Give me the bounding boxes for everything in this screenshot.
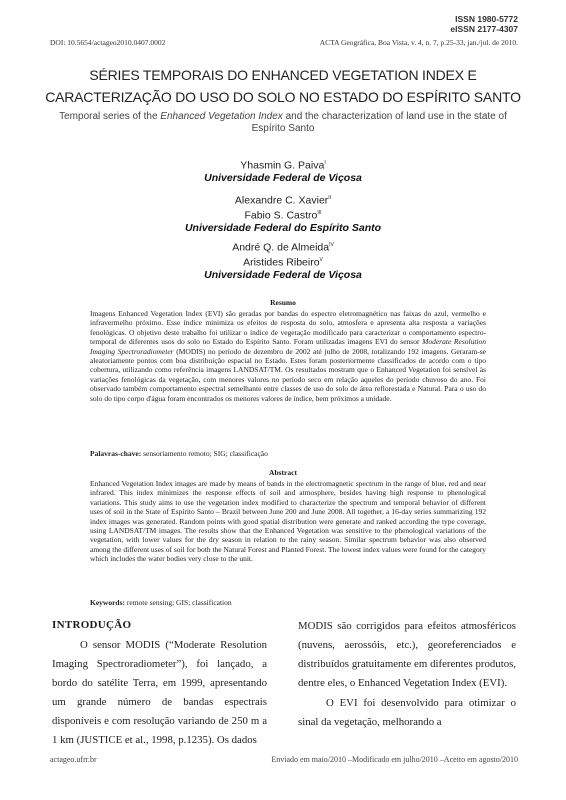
abstract-heading: Abstract: [269, 468, 297, 477]
issn-block: [450, 14, 518, 34]
author-group-2: [100, 192, 466, 235]
author-name: André Q. de Almeida$^{IV}$: [232, 241, 334, 254]
author-affiliation: Universidade Federal de Viçosa: [204, 172, 362, 184]
author-affiliation: Universidade Federal do Espírito Santo: [184, 222, 382, 234]
author-name: Fabio S. Castro$^{III}$: [244, 209, 322, 222]
intro-heading: INTRODUÇÃO: [52, 619, 132, 631]
intro-paragraph: O sensor MODIS (“Moderate Resolution Imaging Spectroradiometer”), foi lançado, a bordo do satélite Terra, em 1999, apresentando um grande número de bandas espectrais disponíveis e com resolução variando de 250 m a 1 km (JUSTICE et al., 1998, p.1235). Os dados: [52, 639, 267, 746]
intro-paragraph: O EVI foi desenvolvido para otimizar o sinal da vegetação, melhorando a: [298, 697, 516, 728]
intro-column-1: [52, 636, 267, 750]
footer-site[interactable]: actageo.ufrr.br: [50, 755, 97, 764]
footer-dates: Enviado em maio/2010 –Modificado em julho/2010 –Aceito em agosto/2010: [271, 755, 518, 764]
journal-citation: ACTA Geográfica, Boa Vista, v. 4, n. 7, p.25-33, jan./jul. de 2010.: [319, 38, 518, 47]
intro-column-2: [298, 617, 516, 732]
paper-title: [40, 64, 526, 108]
author-name: Yhasmin G. Paiva$^I$: [240, 159, 326, 172]
doi[interactable]: DOI: 10.5654/actageo2010.0407.0002: [50, 38, 166, 47]
palavras-chave: Palavras-chave: sensoriamento remoto; SIG; classificação: [90, 449, 268, 458]
paper-subtitle: [55, 111, 511, 135]
subtitle-part-1: Temporal series of the: [59, 111, 161, 122]
subtitle-part-2: and the characterization of land use in the state of Espírito Santo: [251, 111, 507, 134]
resumo-heading: Resumo: [270, 298, 296, 307]
resumo-text: Imagens Enhanced Vegetation Index (EVI) são geradas por bandas do espectro eletromagnético nas faixas do azul, vermelho e infravermelho próximo. Esse índice minimiza os efeitos de resposta do solo, atmosfera e apresenta alta resposta a variações fenológicas. O objetivo deste trabalho foi utilizar o índice de vegetação modificado para caracterizar o comportamento espectro-temporal de diferentes usos do solo no Estado do Espírito Santo. Foram utilizadas imagens EVI do sensor Moderate Resolution Imaging Spectroradiometer (MODIS) no período de dezembro de 2002 até julho de 2008, totalizando 192 imagens. Geraram-se aleatoriamente pontos com boa distribuição espacial no Estado. Estes foram posteriormente classificados de acordo com o tipo cobertura, utilizando como referência imagens LANDSAT/TM. Os resultados mostram que o Enhanced Vegetation foi sensível às variações fenológicas da vegetação, com menores valores no período seco em relação aqueles do período chuvoso do ano. Foi observado também comportamento espectral semelhante entre classes de uso do solo de área reflorestada e Natural. Para o uso do solo do tipo corpo d'água foram encontrados os menores valores de índice, bem próximos a unidade.: [90, 309, 486, 403]
title-line-1: SÉRIES TEMPORAIS DO ENHANCED VEGETATION INDEX E: [89, 67, 477, 83]
intro-paragraph: MODIS são corrigidos para efeitos atmosféricos (nuvens, aerossóis, etc.), georeferenciados e distribuídos gratuitamente em diferentes produtos, dentre eles, o Enhanced Vegetation Index (EVI).: [298, 620, 516, 689]
author-group-3: [100, 239, 466, 282]
author-affiliation: Universidade Federal de Viçosa: [204, 269, 362, 281]
keywords: Keywords: remote sensing; GIS; classification: [90, 598, 232, 607]
author-group-1: [100, 157, 466, 185]
title-line-2: CARACTERIZAÇÃO DO USO DO SOLO NO ESTADO DO ESPÍRITO SANTO: [45, 89, 521, 105]
abstract-text: Enhanced Vegetation Index images are made by means of bands in the electromagnetic spectrum in the range of blue, red and near infrared. This index minimizes the response effects of soil and atmosphere, besides having high response to phenological variations. This study aims to use the vegetation index modified to characterize the spectrum and temporal behavior of different uses of soil in the State of Espírito Santo – Brazil between June 200 and June 2008. All together, a 16-day series summarizing 192 index images was generated. Random points with good spatial distribution were generate and ranked according the type coverage, using LANDSAT/TM images. The results show that the Enhanced Vegetation was sensitive to the phenological variations of the vegetation, with lower values for the dry season in relation to the rainy season. Similar spectrum behavior was also observed among the different uses of soil for both the Natural Forest and Planted Forest. The lowest index values were found for the category which includes the water bodies very close to the unit.: [90, 479, 486, 564]
author-name: Aristides Ribeiro$^V$: [243, 256, 323, 269]
eissn: eISSN 2177-4307: [450, 24, 518, 34]
author-name: Alexandre C. Xavier$^{II}$: [234, 194, 332, 207]
issn: ISSN 1980-5772: [455, 14, 518, 24]
subtitle-italic: Enhanced Vegetation Index: [160, 111, 283, 122]
